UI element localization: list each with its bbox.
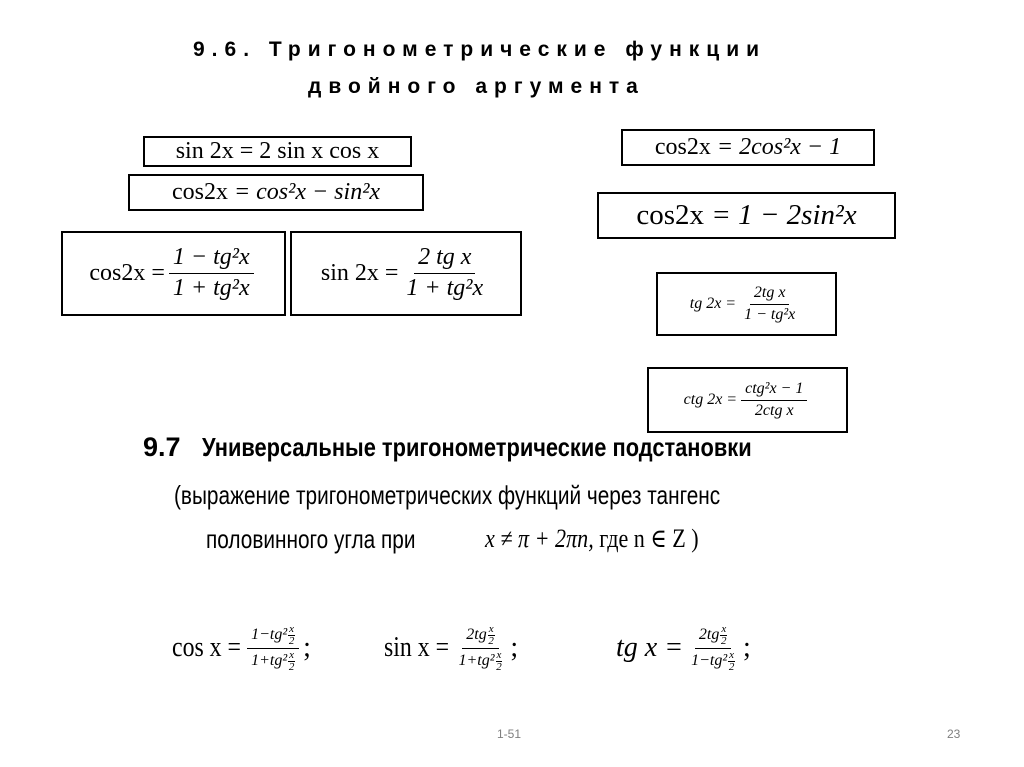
numerator: 2tg $\frac{x}{2}$ bbox=[695, 624, 731, 649]
half-angle: $\frac{x}{2}$ bbox=[288, 648, 295, 673]
section-number: 9.7 bbox=[143, 432, 181, 462]
denominator: 1 + tg²x bbox=[406, 275, 484, 301]
formula-lhs: cos x = bbox=[172, 632, 241, 663]
formula-cos-half-angle bbox=[172, 598, 311, 698]
fraction bbox=[741, 380, 807, 420]
separator: ; bbox=[510, 632, 519, 663]
half-angle: $\frac{x}{2}$ bbox=[721, 622, 727, 647]
formula-lhs: cos2x bbox=[654, 134, 711, 160]
numerator: 2 tg x bbox=[414, 244, 475, 274]
formula-lhs: cos2x = bbox=[89, 260, 165, 286]
formula-rhs: = 2 sin x cos x bbox=[239, 138, 380, 164]
formula-cos2x-cosine bbox=[621, 129, 875, 166]
section-heading-9-7 bbox=[143, 432, 181, 463]
numerator: 1 − tg²x bbox=[169, 244, 254, 274]
formula-lhs: sin 2x bbox=[175, 138, 234, 164]
formula-lhs: cos2x bbox=[171, 179, 228, 205]
subtitle-line2 bbox=[206, 524, 468, 555]
formula-lhs: sin 2x = bbox=[320, 260, 399, 286]
condition bbox=[485, 524, 699, 554]
numerator: 1−tg² $\frac{x}{2}$ bbox=[247, 624, 299, 649]
formula-rhs: = 1 − 2sin²x bbox=[711, 199, 857, 231]
formula-sin2x-tangent bbox=[290, 231, 522, 316]
formula-sin-half-angle bbox=[384, 598, 518, 698]
formula-ctg2x bbox=[647, 367, 848, 433]
numerator: 2tg $\frac{x}{2}$ bbox=[462, 624, 498, 649]
footer-page-number: 23 bbox=[947, 727, 961, 741]
denominator: 1+tg² $\frac{x}{2}$ bbox=[458, 648, 502, 673]
formula-cos2x-tangent bbox=[61, 231, 286, 316]
formula-rhs: = 2cos²x − 1 bbox=[716, 134, 842, 160]
formula-sin2x-product bbox=[143, 136, 412, 167]
formula-lhs: tg x = bbox=[616, 632, 684, 663]
fraction bbox=[402, 244, 487, 302]
fraction bbox=[169, 244, 254, 302]
section-title-line2: двойного аргумента bbox=[308, 75, 645, 98]
formula-lhs: cos2x bbox=[636, 199, 705, 231]
half-angle: $\frac{x}{2}$ bbox=[488, 622, 494, 647]
formula-lhs: sin x = bbox=[384, 632, 449, 663]
section-title: Универсальные тригонометрические подстановки bbox=[202, 432, 752, 462]
fraction bbox=[687, 624, 739, 673]
footer-page-range: 1-51 bbox=[497, 727, 522, 741]
denominator: 1+tg² $\frac{x}{2}$ bbox=[251, 648, 295, 673]
formula-rhs: = cos²x − sin²x bbox=[233, 179, 381, 205]
numerator: 2tg x bbox=[750, 284, 790, 304]
formula-tg-half-angle bbox=[616, 598, 751, 698]
numerator: ctg²x − 1 bbox=[741, 380, 807, 400]
condition-expression: x ≠ π + 2πn, bbox=[485, 524, 594, 553]
formula-lhs: tg 2x = bbox=[689, 295, 737, 312]
denominator: 2ctg x bbox=[754, 401, 794, 419]
separator: ; bbox=[303, 632, 311, 663]
half-angle: $\frac{x}{2}$ bbox=[728, 648, 735, 673]
fraction bbox=[247, 624, 299, 673]
denominator: 1 − tg²x bbox=[744, 305, 796, 323]
denominator: 1 + tg²x bbox=[172, 275, 250, 301]
separator: ; bbox=[743, 632, 751, 663]
formula-cos2x-difference bbox=[128, 174, 424, 211]
fraction bbox=[454, 624, 506, 673]
condition-domain: где n ∈ Z ) bbox=[599, 524, 699, 553]
subtitle-line1: (выражение тригонометрических функций через тангенс bbox=[174, 480, 721, 510]
formula-cos2x-sine bbox=[597, 192, 896, 239]
formula-lhs: ctg 2x = bbox=[683, 391, 738, 408]
half-angle: $\frac{x}{2}$ bbox=[496, 648, 502, 673]
denominator: 1−tg² $\frac{x}{2}$ bbox=[691, 648, 735, 673]
formula-tg2x bbox=[656, 272, 837, 336]
half-angle: $\frac{x}{2}$ bbox=[288, 622, 295, 647]
fraction bbox=[740, 284, 799, 324]
subtitle-text: половинного угла при bbox=[206, 524, 416, 554]
section-title-line1: 9.6. Тригонометрические функции bbox=[193, 38, 767, 61]
